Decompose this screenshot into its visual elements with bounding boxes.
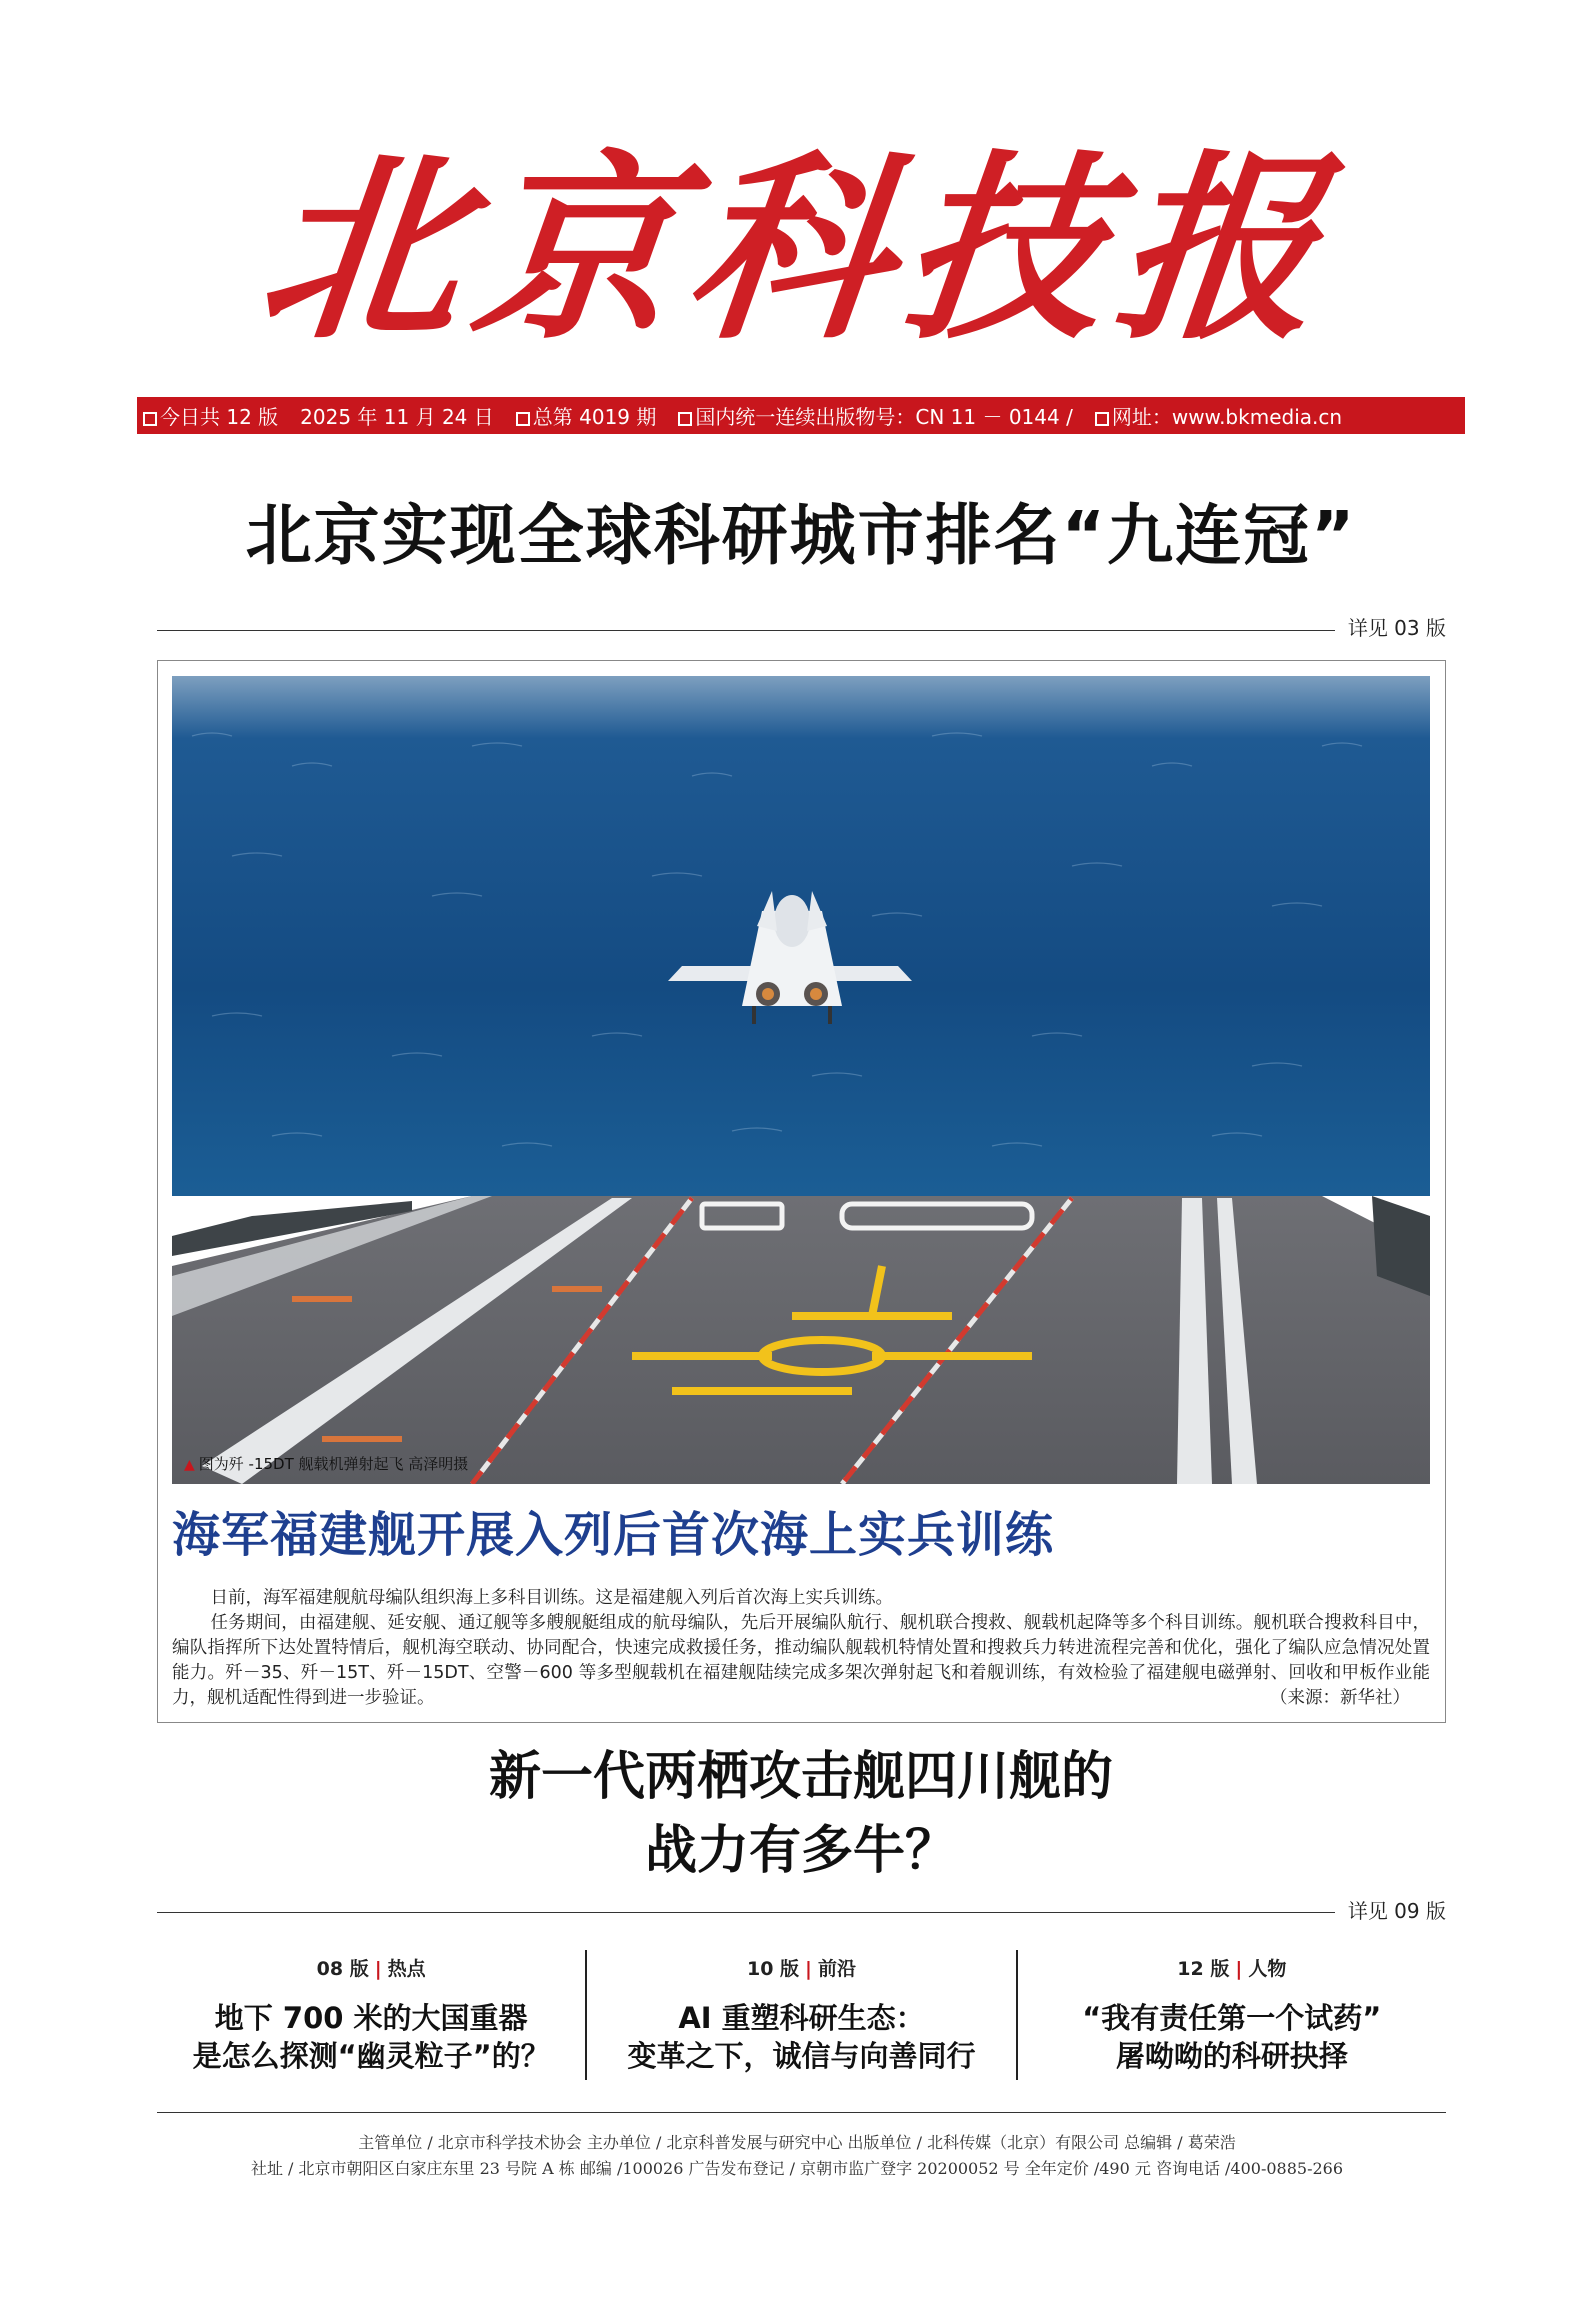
teaser-title: AI 重塑科研生态： 变革之下，诚信与向善同行: [627, 2001, 976, 2073]
jet-launch-illustration: [172, 676, 1430, 1484]
source-credit: （来源：新华社）: [1270, 1688, 1410, 1708]
see-page-ref-2[interactable]: 详见 09 版: [1347, 1899, 1446, 1923]
footer-imprint: [0, 2130, 1594, 2182]
footer-line: 主管单位 / 北京市科学技术协会 主办单位 / 北京科普发展与研究中心 出版单位 / 北科传媒（北京）有限公司 总编辑 / 葛荣浩: [358, 2133, 1236, 2152]
teaser-columns: [157, 1950, 1446, 2080]
masthead: [0, 120, 1594, 380]
teaser-title: 地下 700 米的大国重器 是怎么探测“幽灵粒子”的？: [192, 2001, 550, 2073]
masthead-title: 北京科技报: [249, 132, 1345, 367]
teaser-item[interactable]: [157, 1950, 585, 2080]
teaser-item[interactable]: [585, 1950, 1015, 2080]
divider: [157, 630, 1335, 631]
teaser-section: 08 版 | 热点: [316, 1958, 426, 1980]
square-icon: [1095, 412, 1109, 426]
divider: [157, 1912, 1335, 1913]
info-serial: 国内统一连续出版物号：CN 11 － 0144 /: [678, 401, 1072, 430]
carrier-photo: [172, 676, 1430, 1484]
photo-caption: ▲ 图为歼 -15DT 舰载机弹射起飞 高泽明摄: [184, 1455, 469, 1473]
second-headline-line1: 新一代两栖攻击舰四川舰的: [488, 1747, 1113, 1807]
info-bar: [137, 397, 1465, 434]
teaser-section: 12 版 | 人物: [1177, 1958, 1287, 1980]
info-issue: 总第 4019 期: [516, 401, 657, 430]
lead-headline: 北京实现全球科研城市排名“九连冠”: [245, 497, 1357, 574]
teaser-item[interactable]: [1016, 1950, 1446, 2080]
square-icon: [516, 412, 530, 426]
teaser-section: 10 版 | 前沿: [746, 1958, 856, 1980]
square-icon: [143, 412, 157, 426]
photo-story-title: 海军福建舰开展入列后首次海上实兵训练: [172, 1507, 1055, 1563]
paragraph: 任务期间，由福建舰、延安舰、通辽舰等多艘舰艇组成的航母编队，先后开展编队航行、舰机联合搜救、舰载机起降等多个科目训练。舰机联合搜救科目中，编队指挥所下达处置特情后，舰机海空联动、协同配合，快速完成救援任务，推动编队舰载机特情处置和搜救兵力转进流程完善和优化，强化了编队应急情况处置能力。歼－35、歼－15T、歼－15DT、空警－600 等多型舰载机在福建舰陆续完成多架次弹射起飞和着舰训练，有效检验了福建舰电磁弹射、回收和甲板作业能力，舰机适配性得到进一步验证。: [172, 1613, 1430, 1708]
footer-line: 社址 / 北京市朝阳区白家庄东里 23 号院 A 栋 邮编 /100026 广告发布登记 / 京朝市监广登字 20200052 号 全年定价 /490 元 咨询电话 /400-0885-266: [250, 2159, 1344, 2178]
square-icon: [678, 412, 692, 426]
photo-story: [157, 660, 1446, 1723]
info-date: 2025 年 11 月 24 日: [300, 405, 494, 429]
info-pages: 今日共 12 版: [143, 401, 278, 430]
second-headline-line2: 战力有多牛？: [644, 1821, 957, 1881]
info-website[interactable]: 网址：www.bkmedia.cn: [1095, 401, 1342, 430]
paragraph: 日前，海军福建舰航母编队组织海上多科目训练。这是福建舰入列后首次海上实兵训练。: [210, 1588, 893, 1608]
teaser-title: “我有责任第一个试药” 屠呦呦的科研抉择: [1082, 2001, 1382, 2073]
photo-story-body: [172, 1586, 1430, 1711]
triangle-icon: ▲: [184, 1457, 195, 1473]
see-page-ref-1[interactable]: 详见 03 版: [1347, 616, 1446, 640]
divider: [157, 2112, 1446, 2113]
second-headline: [137, 1740, 1465, 1888]
